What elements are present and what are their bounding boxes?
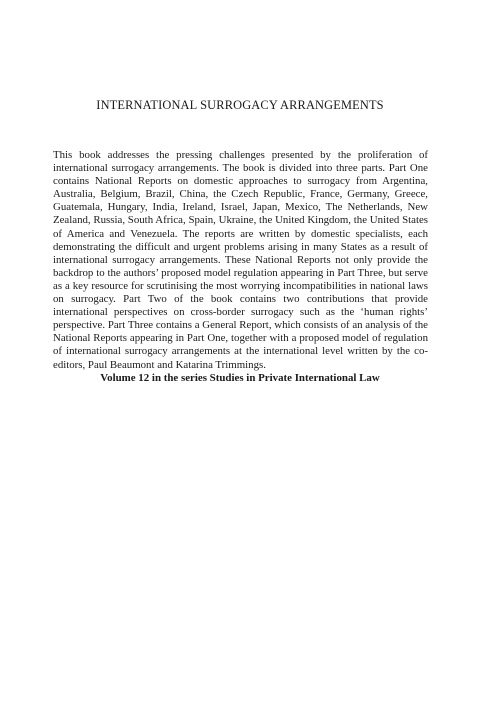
book-description: This book addresses the pressing challenges presented by the proliferation of international surrogacy arrangements. The book is divided into three parts. Part One contains National Reports on domestic approaches to surrogacy from Argentina, Australia, Belgium, Brazil, China, the Czech Republic, France, Germany, Greece, Guatemala, Hungary, India, Ireland, Israel, Japan, Mexico, The Netherlands, New Zealand, Russia, South Africa, Spain, Ukraine, the United Kingdom, the United States of America and Venezuela. The reports are written by domestic specialists, each demonstrating the difficult and urgent problems arising in many States as a result of international surrogacy arrangements. These National Reports not only provide the backdrop to the authors’ proposed model regulation appearing in Part Three, but serve as a key resource for scrutinising the most worrying incompatibilities in national laws on surrogacy. Part Two of the book contains two contributions that provide international perspectives on cross-border surrogacy such as the ‘human rights’ perspective. Part Three contains a General Report, which consists of an analysis of the National Reports appearing in Part One, together with a proposed model of regulation of international surrogacy arrangements at the international level written by the co-editors, Paul Beaumont and Katarina Trimmings. — [53, 149, 428, 371]
book-title: INTERNATIONAL SURROGACY ARRANGEMENTS — [96, 98, 384, 112]
series-note: Volume 12 in the series Studies in Private International Law — [100, 372, 380, 384]
